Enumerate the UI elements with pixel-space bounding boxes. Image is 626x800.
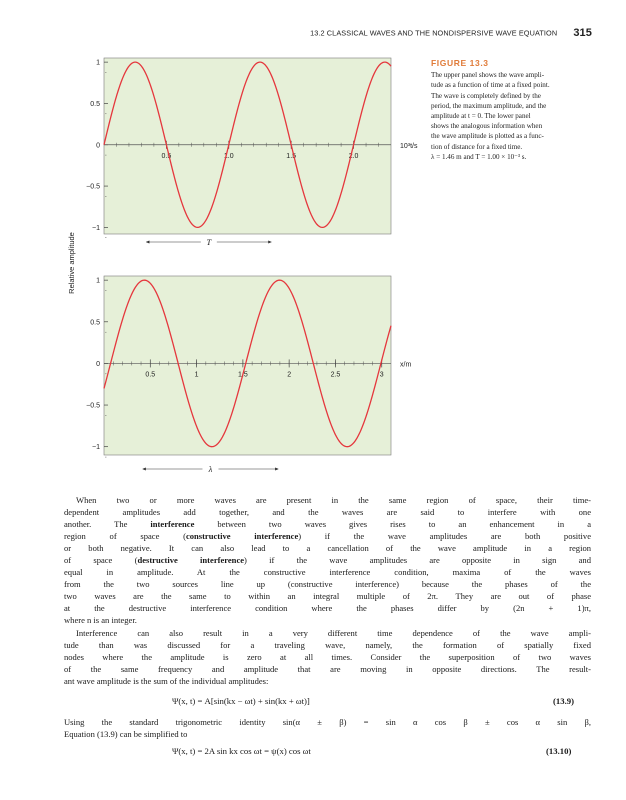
y-tick-label: −0.5 xyxy=(86,402,100,410)
y-tick-label: 0 xyxy=(96,142,100,150)
x-tick-label: 0.5 xyxy=(161,152,172,160)
text-line: nodes where the amplitude is zero at all times. Consider the superposition of two waves xyxy=(64,651,591,662)
x-axis-label: 10³t/s xyxy=(400,142,418,150)
text-line: of space (destructive interference) if the wave amplitudes are opposite in sign and xyxy=(64,555,591,566)
caption-line: amplitude at t = 0. The lower panel xyxy=(431,112,531,121)
text-line: When two or more waves are present in the same region of space, their time- xyxy=(76,495,591,505)
x-tick-label: 1.5 xyxy=(286,152,297,160)
equation-13-10-number: (13.10) xyxy=(546,746,572,756)
x-tick-label: 1.5 xyxy=(238,371,248,379)
shared-y-axis-label: Relative amplitude xyxy=(67,232,76,294)
caption-line: tion of distance for a fixed time. xyxy=(431,142,523,151)
y-tick-label: −1 xyxy=(92,444,100,452)
plot-area xyxy=(104,58,391,234)
text-line: dependent amplitudes add together, and the waves are said to interfere with one xyxy=(64,507,591,518)
caption-line: λ = 1.46 m and T = 1.00 × 10⁻³ s. xyxy=(431,152,527,161)
x-tick-label: 0.5 xyxy=(145,371,156,379)
body-text-continued xyxy=(64,716,591,740)
paragraph-identity xyxy=(64,716,591,740)
annotation-label: λ xyxy=(208,464,213,474)
text-line: equal in amplitude. At the constructive interference condition, maxima of the waves xyxy=(64,567,591,578)
caption-line: tude as a function of time at a fixed point. xyxy=(431,81,550,90)
text-line: Equation (13.9) can be simplified to xyxy=(64,729,188,740)
text-line: Interference can also result in a very different time dependence of the wave ampli- xyxy=(76,627,591,638)
equation-13-10: Ψ(x, t) = 2A sin kx cos ωt = ψ(x) cos ωt xyxy=(172,746,311,756)
annotation-label: T xyxy=(206,237,212,247)
text-line: tude than was discussed for a traveling wave, namely, the formation of spatially fixed xyxy=(64,639,591,650)
paragraph-standing-waves xyxy=(64,627,591,687)
x-tick-label: 1 xyxy=(194,371,199,379)
y-tick-label: 0.5 xyxy=(90,100,100,108)
text-line: region of space (constructive interference) if the wave amplitudes are both positive xyxy=(64,531,591,542)
text-line: two waves are the same to within an integral multiple of 2π. They are out of phase xyxy=(64,591,591,602)
caption-line: The upper panel shows the wave ampli- xyxy=(431,71,545,80)
y-tick-label: 0.5 xyxy=(90,319,100,327)
y-tick-label: −0.5 xyxy=(86,183,100,191)
text-line: of the same frequency and amplitude that are moving in opposite directions. The result- xyxy=(64,663,591,674)
y-tick-label: 1 xyxy=(96,59,100,67)
plot-area xyxy=(104,276,391,455)
figure-caption-title: FIGURE 13.3 xyxy=(431,58,489,68)
body-text xyxy=(64,494,591,687)
caption-line: shows the analogous information when xyxy=(431,122,543,131)
y-tick-label: −1 xyxy=(92,224,100,232)
caption-line: The wave is completely defined by the xyxy=(431,91,541,100)
equation-13-9-number: (13.9) xyxy=(553,696,574,706)
x-tick-label: 1.0 xyxy=(223,152,234,160)
text-line: Using the standard trigonometric identity sin(α ± β) = sin α cos β ± cos α sin β, xyxy=(64,717,591,727)
caption-line: the wave amplitude is plotted as a func- xyxy=(431,132,544,141)
page-number: 315 xyxy=(573,27,592,39)
equation-13-9: Ψ(x, t) = A[sin(kx − ωt) + sin(kx + ωt)] xyxy=(172,696,310,706)
x-tick-label: 2.5 xyxy=(330,371,341,379)
section-title: 13.2 CLASSICAL WAVES AND THE NONDISPERSIVE WAVE EQUATION xyxy=(310,28,558,38)
upper-panel-time-plot xyxy=(86,58,418,247)
lower-panel-distance-plot xyxy=(86,276,411,474)
y-tick-label: 1 xyxy=(96,277,100,285)
text-line: where n is an integer. xyxy=(64,615,137,626)
x-tick-label: 2 xyxy=(287,371,292,379)
paragraph-interference xyxy=(64,494,591,627)
text-line: another. The interference between two waves gives rises to an enhancement in a xyxy=(64,519,591,530)
text-line: or both negative. It can also lead to a cancellation of the wave amplitude in a region xyxy=(64,543,591,554)
x-tick-label: 3 xyxy=(379,371,384,379)
caption-line: period, the maximum amplitude, and the xyxy=(431,101,547,110)
y-tick-label: 0 xyxy=(96,360,100,368)
x-tick-label: 2.0 xyxy=(348,152,359,160)
text-line: from the two sources line up (constructive interference) because the phases of the xyxy=(64,579,591,590)
text-line: at the destructive interference condition where the phases differ by (2n + 1)π, xyxy=(64,603,591,614)
x-axis-label: x/m xyxy=(400,361,412,369)
text-line: ant wave amplitude is the sum of the individual amplitudes: xyxy=(64,675,269,686)
